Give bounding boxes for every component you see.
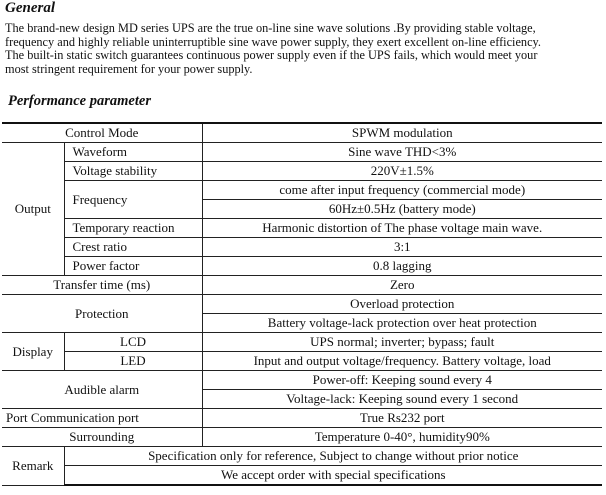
- table-row: [2, 238, 602, 257]
- table-row: [2, 333, 602, 352]
- lcd-value: UPS normal; inverter; bypass; fault: [202, 333, 602, 352]
- frequency-value-commercial: come after input frequency (commercial mode): [202, 181, 602, 200]
- table-row: [2, 123, 602, 143]
- protection-value-battery: Battery voltage-lack protection over heat protection: [202, 314, 602, 333]
- table-row: [2, 295, 602, 314]
- general-line: frequency and highly reliable uninterruptible sine wave power supply, they exert excellent on-line efficiency.: [5, 34, 541, 49]
- table-row: [2, 219, 602, 238]
- surrounding-label: Surrounding: [2, 428, 202, 447]
- frequency-label: Frequency: [64, 181, 202, 219]
- led-label: LED: [64, 352, 202, 371]
- lcd-label: LCD: [64, 333, 202, 352]
- frequency-value-battery: 60Hz±0.5Hz (battery mode): [202, 200, 602, 219]
- table-row: [2, 352, 602, 371]
- table-row: [2, 466, 602, 486]
- waveform-value: Sine wave THD<3%: [202, 143, 602, 162]
- voltage-stability-value: 220V±1.5%: [202, 162, 602, 181]
- crest-ratio-label: Crest ratio: [64, 238, 202, 257]
- temporary-reaction-label: Temporary reaction: [64, 219, 202, 238]
- power-factor-value: 0.8 lagging: [202, 257, 602, 276]
- remark-value-special-order: We accept order with special specifications: [64, 466, 602, 486]
- remark-value-reference: Specification only for reference, Subject to change without prior notice: [64, 447, 602, 466]
- led-value: Input and output voltage/frequency. Battery voltage, load: [202, 352, 602, 371]
- port-value: True Rs232 port: [202, 409, 602, 428]
- port-label: Port Communication port: [2, 409, 202, 428]
- transfer-time-label: Transfer time (ms): [2, 276, 202, 295]
- table-row: [2, 409, 602, 428]
- remark-label: Remark: [2, 447, 64, 486]
- general-line: The built-in static switch guarantees continuous power supply even if the UPS fails, which would meet your: [5, 48, 538, 63]
- table-row: [2, 162, 602, 181]
- table-row: [2, 257, 602, 276]
- protection-label: Protection: [2, 295, 202, 333]
- general-line: The brand-new design MD series UPS are the true on-line sine wave solutions .By providing stable voltage,: [5, 21, 536, 35]
- protection-value-overload: Overload protection: [202, 295, 602, 314]
- surrounding-value: Temperature 0-40°, humidity90%: [202, 428, 602, 447]
- waveform-label: Waveform: [64, 143, 202, 162]
- display-label: Display: [2, 333, 64, 371]
- table-row: [2, 276, 602, 295]
- performance-table: [2, 122, 602, 486]
- general-line: most stringent requirement for your power supply.: [5, 61, 253, 76]
- table-row: [2, 181, 602, 200]
- table-row: [2, 143, 602, 162]
- voltage-stability-label: Voltage stability: [64, 162, 202, 181]
- output-label: Output: [2, 143, 64, 276]
- crest-ratio-value: 3:1: [202, 238, 602, 257]
- temporary-reaction-value: Harmonic distortion of The phase voltage main wave.: [202, 219, 602, 238]
- power-factor-label: Power factor: [64, 257, 202, 276]
- table-row: [2, 371, 602, 390]
- audible-alarm-label: Audible alarm: [2, 371, 202, 409]
- control-mode-value: SPWM modulation: [202, 123, 602, 143]
- performance-heading: Performance parameter: [8, 93, 151, 109]
- control-mode-label: Control Mode: [2, 123, 202, 143]
- transfer-time-value: Zero: [202, 276, 602, 295]
- audible-alarm-power-off: Power-off: Keeping sound every 4: [202, 371, 602, 390]
- table-row: [2, 447, 602, 466]
- general-heading: General: [5, 0, 55, 16]
- table-row: [2, 428, 602, 447]
- audible-alarm-voltage-lack: Voltage-lack: Keeping sound every 1 second: [202, 390, 602, 409]
- general-description: [5, 22, 603, 76]
